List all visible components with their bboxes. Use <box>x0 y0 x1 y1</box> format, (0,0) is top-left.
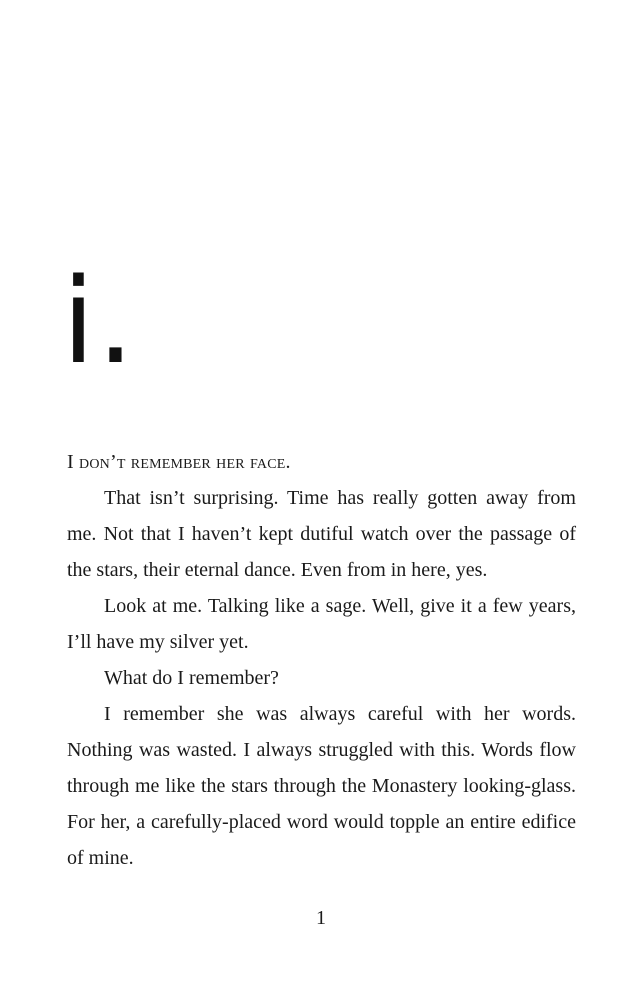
chapter-body <box>67 444 576 876</box>
paragraph: That isn’t surprising. Time has really gotten away from me. Not that I haven’t kept dutiful watch over the passage of the stars, their eternal dance. Even from in here, yes. <box>67 487 576 581</box>
chapter-number: i. <box>62 252 137 390</box>
paragraph: Look at me. Talking like a sage. Well, give it a few years, I’ll have my silver yet. <box>67 595 576 653</box>
page-number: 1 <box>316 907 326 929</box>
paragraph: I remember she was always careful with her words. Nothing was wasted. I always struggled with this. Words flow through me like the stars through the Monastery looking-glass. For her, a carefully-placed word would topple an entire edifice of mine. <box>67 703 576 869</box>
paragraph: What do I remember? <box>104 667 279 689</box>
opening-line: I don’t remember her face. <box>67 451 291 473</box>
